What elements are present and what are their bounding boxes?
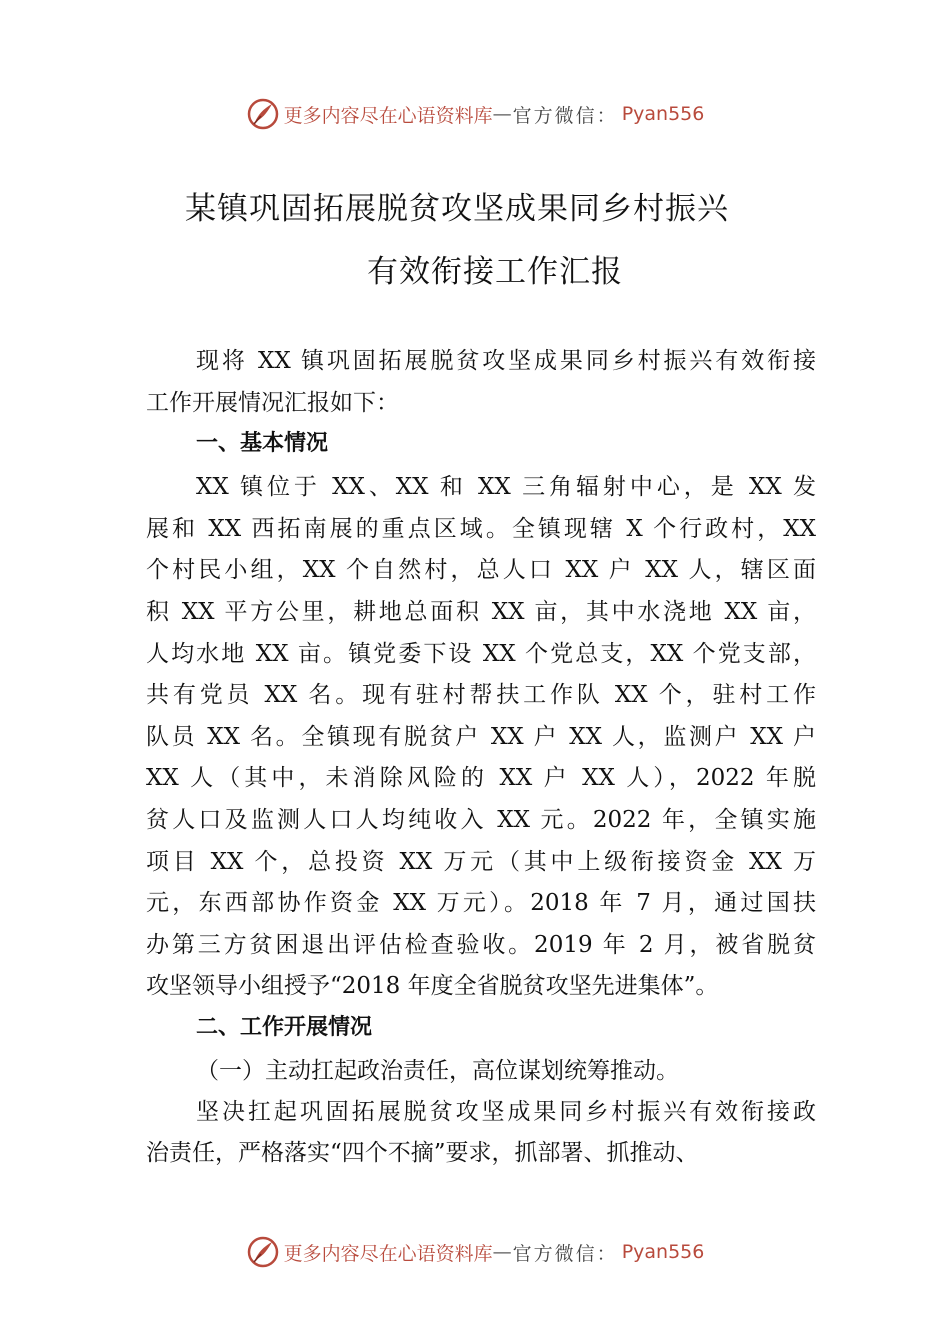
- watermark-header: [0, 94, 950, 134]
- paragraph-line: 项目 XX 个，总投资 XX 万元（其中上级衔接资金 XX 万: [146, 849, 816, 875]
- paragraph-line: 办第三方贫困退出评估检查验收。2019 年 2 月，被省脱贫: [146, 932, 816, 958]
- section-heading-basic-situation: 一、基本情况: [196, 431, 329, 456]
- paragraph-line: 治责任，严格落实“四个不摘”要求，抓部署、抓推动、: [146, 1140, 699, 1166]
- document-title-line-2: 有效衔接工作汇报: [367, 254, 623, 290]
- watermark-brand: 更多内容尽在心语资料库: [283, 1242, 493, 1265]
- feather-pen-logo-icon: [246, 1235, 280, 1269]
- paragraph-line: 贫人口及监测人口人均纯收入 XX 元。2022 年，全镇实施: [146, 807, 816, 833]
- section-heading-work-progress: 二、工作开展情况: [196, 1015, 373, 1040]
- watermark-wechat-id: Pyan556: [621, 103, 705, 125]
- watermark-wechat-id: Pyan556: [621, 1241, 705, 1263]
- paragraph-line: 攻坚领导小组授予“2018 年度全省脱贫攻坚先进集体”。: [146, 973, 719, 999]
- paragraph-intro-line: 工作开展情况汇报如下：: [146, 390, 399, 416]
- paragraph-line: 个村民小组，XX 个自然村，总人口 XX 户 XX 人，辖区面: [146, 557, 816, 583]
- paragraph-line: 积 XX 平方公里，耕地总面积 XX 亩，其中水浇地 XX 亩，: [146, 599, 816, 625]
- paragraph-line: 人均水地 XX 亩。镇党委下设 XX 个党总支，XX 个党支部，: [146, 641, 816, 667]
- paragraph-line: 坚决扛起巩固拓展脱贫攻坚成果同乡村振兴有效衔接政: [196, 1099, 816, 1125]
- subsection-heading-political-responsibility: （一）主动扛起政治责任，高位谋划统筹推动。: [196, 1058, 679, 1084]
- watermark-label: 官方微信：: [512, 1242, 618, 1265]
- watermark-brand: 更多内容尽在心语资料库: [283, 104, 493, 127]
- paragraph-line: XX 镇位于 XX、XX 和 XX 三角辐射中心，是 XX 发: [196, 474, 816, 500]
- feather-pen-logo-icon: [246, 97, 280, 131]
- watermark-separator: —: [492, 103, 513, 125]
- paragraph-intro-line: 现将 XX 镇巩固拓展脱贫攻坚成果同乡村振兴有效衔接: [196, 348, 816, 374]
- watermark-separator: —: [492, 1241, 513, 1263]
- paragraph-line: XX 人（其中，未消除风险的 XX 户 XX 人），2022 年脱: [146, 765, 816, 791]
- watermark-label: 官方微信：: [512, 104, 618, 127]
- paragraph-line: 元，东西部协作资金 XX 万元）。2018 年 7 月，通过国扶: [146, 890, 816, 916]
- paragraph-line: 共有党员 XX 名。现有驻村帮扶工作队 XX 个，驻村工作: [146, 682, 816, 708]
- paragraph-line: 展和 XX 西拓南展的重点区域。全镇现辖 X 个行政村，XX: [146, 516, 816, 542]
- document-title-line-1: 某镇巩固拓展脱贫攻坚成果同乡村振兴: [185, 191, 729, 227]
- paragraph-line: 队员 XX 名。全镇现有脱贫户 XX 户 XX 人，监测户 XX 户: [146, 724, 816, 750]
- watermark-footer: [0, 1232, 950, 1272]
